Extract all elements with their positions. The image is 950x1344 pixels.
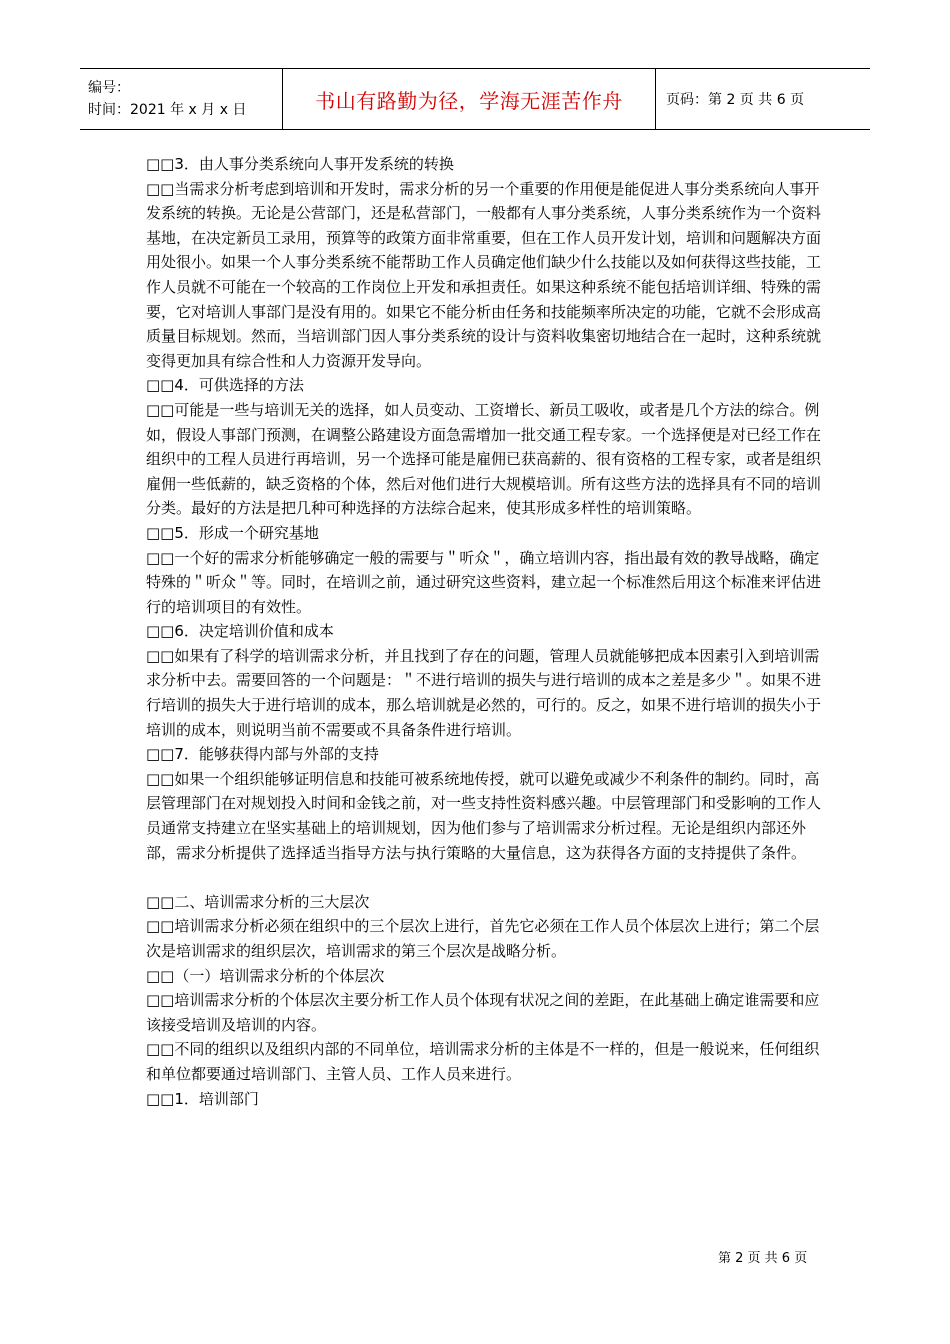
section-heading: □□ 5．形成一个研究基地: [146, 521, 826, 546]
section-heading: □□ 1．培训部门: [146, 1087, 826, 1112]
header-meta: [80, 69, 282, 129]
paragraph: □□ 培训需求分析的个体层次主要分析工作人员个体现有状况之间的差距，在此基础上确定谁需要和应该接受培训及培训的内容。: [146, 988, 826, 1037]
blank-line: [146, 865, 826, 890]
paragraph: □□ 如果一个组织能够证明信息和技能可被系统地传授，就可以避免或减少不利条件的制约。同时，高层管理部门在对规划投入时间和金钱之前，对一些支持性资料感兴趣。中层管理部门和受影响的工作人员通常支持建立在坚实基础上的培训规划，因为他们参与了培训需求分析过程。无论是组织内部还外部，需求分析提供了选择适当指导方法与执行策略的大量信息，这为获得各方面的支持提供了条件。: [146, 767, 826, 865]
document-number: 编号：: [88, 80, 130, 96]
section-heading: □□ 7．能够获得内部与外部的支持: [146, 742, 826, 767]
paragraph: □□ 一个好的需求分析能够确定一般的需要与＂听众＂，确立培训内容，指出最有效的教导战略，确定特殊的＂听众＂等。同时，在培训之前，通过研究这些资料，建立起一个标准然后用这个标准来评估进行的培训项目的有效性。: [146, 546, 826, 620]
document-body: [146, 152, 826, 1111]
paragraph: □□ 当需求分析考虑到培训和开发时，需求分析的另一个重要的作用便是能促进人事分类系统向人事开发系统的转换。无论是公营部门，还是私营部门，一般都有人事分类系统，人事分类系统作为一个资料基地，在决定新员工录用，预算等的政策方面非常重要，但在工作人员开发计划，培训和问题解决方面用处很小。如果一个人事分类系统不能帮助工作人员确定他们缺少什么技能以及如何获得这些技能，工作人员就不可能在一个较高的工作岗位上开发和承担责任。如果这种系统不能包括培训详细、特殊的需要，它对培训人事部门是没有用的。如果它不能分析由任务和技能频率所决定的功能，它就不会形成高质量目标规划。然而，当培训部门因人事分类系统的设计与资料收集密切地结合在一起时，这种系统就变得更加具有综合性和人力资源开发导向。: [146, 177, 826, 374]
header-page-cell: [656, 69, 870, 129]
paragraph: □□ 培训需求分析必须在组织中的三个层次上进行，首先它必须在工作人员个体层次上进行；第二个层次是培训需求的组织层次，培训需求的第三个层次是战略分析。: [146, 914, 826, 963]
paragraph: □□ 不同的组织以及组织内部的不同单位，培训需求分析的主体是不一样的，但是一般说来，任何组织和单位都要通过培训部门、主管人员、工作人员来进行。: [146, 1037, 826, 1086]
chapter-heading: □□ 二、培训需求分析的三大层次: [146, 890, 826, 915]
paragraph: □□ 如果有了科学的培训需求分析，并且找到了存在的问题，管理人员就能够把成本因素引入到培训需求分析中去。需要回答的一个问题是：＂不进行培训的损失与进行培训的成本之差是多少＂。如果不进行培训的损失大于进行培训的成本，那么培训就是必然的，可行的。反之，如果不进行培训的损失小于培训的成本，则说明当前不需要或不具备条件进行培训。: [146, 644, 826, 742]
header-page-number: 页码：第 2 页 共 6 页: [666, 92, 805, 108]
section-heading: □□ 3．由人事分类系统向人事开发系统的转换: [146, 152, 826, 177]
section-heading: □□ （一）培训需求分析的个体层次: [146, 964, 826, 989]
header-motto: 书山有路勤为径，学海无涯苦作舟: [315, 88, 623, 113]
header-motto-cell: [282, 69, 656, 129]
document-time: 时间：2021 年 x 月 x 日: [88, 102, 247, 118]
section-heading: □□ 6．决定培训价值和成本: [146, 619, 826, 644]
page-header: [80, 68, 870, 130]
section-heading: □□ 4．可供选择的方法: [146, 373, 826, 398]
paragraph: □□ 可能是一些与培训无关的选择，如人员变动、工资增长、新员工吸收，或者是几个方法的综合。例如，假设人事部门预测，在调整公路建设方面急需增加一批交通工程专家。一个选择便是对已经工作在组织中的工程人员进行再培训，另一个选择可能是雇佣已获高薪的、很有资格的工程专家，或者是组织雇佣一些低薪的，缺乏资格的个体，然后对他们进行大规模培训。所有这些方法的选择具有不同的培训分类。最好的方法是把几种可种选择的方法综合起来，使其形成多样性的培训策略。: [146, 398, 826, 521]
page-footer: 第 2 页 共 6 页: [718, 1251, 808, 1266]
